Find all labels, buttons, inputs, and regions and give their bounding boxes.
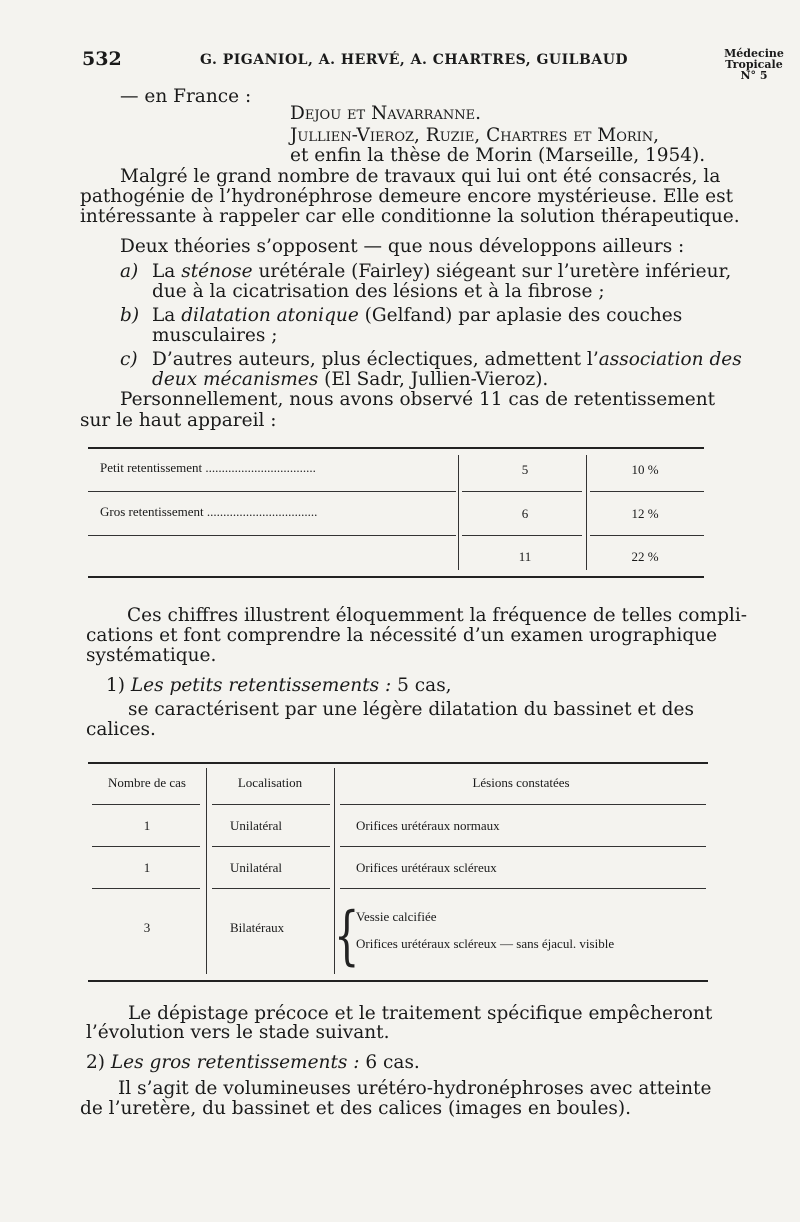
table-row — [100, 504, 317, 520]
theory-c-line-2 — [152, 370, 548, 390]
header-localisation: Localisation — [237, 775, 303, 790]
row1-cases: 1 — [143, 818, 151, 833]
theory-c-post: (El Sadr, Jullien-Vieroz). — [318, 369, 549, 390]
theory-b-line-1 — [152, 306, 682, 326]
reference-2: Jullien-Vieroz, Ruzie, Chartres et Morin, — [290, 125, 660, 146]
row3-brace-icon: { — [334, 899, 360, 973]
theory-b-emphasis: dilatation atonique — [181, 305, 359, 326]
table-row — [100, 460, 316, 476]
header-lesions: Lésions constatées — [472, 775, 570, 790]
table1-top-rule — [88, 447, 704, 449]
gros-desc-line-1: Il s’agit de volumineuses urétéro-hydronéphroses avec atteinte — [118, 1078, 712, 1099]
theory-a-line-1 — [152, 262, 731, 282]
row3-localisation: Bilatéraux — [230, 920, 285, 935]
table2-row1-rule-a — [92, 846, 200, 847]
table1-row-rule-1 — [88, 491, 456, 492]
table2-row1-rule-c — [340, 846, 706, 847]
table2-bottom-rule — [88, 980, 708, 982]
chiffres-line-2: cations et font comprendre la nécessité d’un examen urographique — [86, 625, 718, 646]
gros-desc-line-2: de l’uretère, du bassinet et des calices (images en boules). — [80, 1098, 632, 1119]
depistage-line-2: l’évolution vers le stade suivant. — [86, 1022, 390, 1043]
reference-1: Dejou et Navarranne. — [290, 103, 481, 124]
table1-row-rule-2b — [462, 535, 582, 536]
table2-row2-rule-b — [212, 888, 330, 889]
header-cases: Nombre de cas — [108, 775, 186, 790]
row-leader-dots: .................................. — [206, 504, 318, 519]
depistage-line-1: Le dépistage précoce et le traitement spécifique empêcheront — [128, 1003, 713, 1024]
table2-top-rule — [88, 762, 708, 764]
row2-cases: 1 — [143, 860, 151, 875]
chiffres-line-1: Ces chiffres illustrent éloquemment la fréquence de telles compli- — [127, 605, 748, 626]
theory-c-marker: c) — [120, 349, 138, 370]
journal-name-line1: Médecine — [724, 47, 784, 60]
theory-a-line-2: due à la cicatrisation des lésions et à la fibrose ; — [152, 281, 605, 302]
row-leader-dots: .................................. — [205, 460, 316, 475]
theory-a-post: urétérale (Fairley) siégeant sur l’uretère inférieur, — [252, 261, 732, 282]
row-percent: 12 % — [631, 506, 659, 521]
table1-row-rule-1b — [462, 491, 582, 492]
page-number: 532 — [82, 48, 122, 70]
chiffres-line-3: systématique. — [86, 645, 217, 666]
gros-count: 6 cas. — [359, 1052, 420, 1073]
row2-localisation: Unilatéral — [230, 860, 282, 875]
table1-divider-2 — [586, 455, 587, 570]
table1-bottom-rule — [88, 576, 704, 578]
personal-line-1: Personnellement, nous avons observé 11 cas de retentissement — [120, 389, 716, 410]
table2-header-rule-b — [212, 804, 330, 805]
row-count: 5 — [521, 462, 529, 477]
personal-line-2: sur le haut appareil : — [80, 410, 277, 431]
table2-header-rule-a — [92, 804, 200, 805]
table1-divider-1 — [458, 455, 459, 570]
gros-emphasis: Les gros retentissements : — [110, 1052, 360, 1073]
table2-row2-rule-a — [92, 888, 200, 889]
petits-heading — [106, 676, 452, 696]
table1-row-rule-2 — [88, 535, 456, 536]
reference-3: et enfin la thèse de Morin (Marseille, 1954). — [290, 145, 706, 166]
petits-emphasis: Les petits retentissements : — [130, 675, 392, 696]
row3-cases: 3 — [143, 920, 151, 935]
table2-divider-1 — [206, 768, 207, 974]
journal-mark — [716, 48, 792, 81]
row-total-percent: 22 % — [631, 549, 659, 564]
theory-a-emphasis: sténose — [181, 261, 253, 282]
table1-row-rule-2c — [590, 535, 704, 536]
row-total-count: 11 — [518, 549, 532, 564]
row-label: Petit retentissement — [100, 460, 203, 475]
gros-heading — [86, 1053, 420, 1073]
paragraph-1-line-3: intéressante à rappeler car elle conditionne la solution thérapeutique. — [80, 206, 740, 227]
theory-b-pre: La — [152, 305, 182, 326]
row3-lesion-1: Vessie calcifiée — [356, 909, 437, 924]
theory-c-line-1 — [152, 350, 742, 370]
row2-lesion: Orifices urétéraux scléreux — [356, 860, 497, 875]
table1-row-rule-1c — [590, 491, 704, 492]
theory-b-line-2: musculaires ; — [152, 325, 278, 346]
france-label: — en France : — [120, 86, 252, 107]
theories-intro: Deux théories s’opposent — que nous développons ailleurs : — [120, 236, 685, 257]
journal-name-line2: Tropicale — [725, 58, 783, 71]
table2-row1-rule-b — [212, 846, 330, 847]
theory-c-emphasis: association des — [598, 349, 742, 370]
theory-b-marker: b) — [120, 305, 140, 326]
row-label: Gros retentissement — [100, 504, 204, 519]
petits-number: 1) — [106, 675, 131, 696]
journal-issue: N° 5 — [740, 69, 768, 82]
petits-desc-line-2: calices. — [86, 719, 156, 740]
table2-header-rule-c — [340, 804, 706, 805]
row-percent: 10 % — [631, 462, 659, 477]
row3-lesion-2: Orifices urétéraux scléreux — sans éjacul. visible — [356, 936, 615, 951]
theory-b-post: (Gelfand) par aplasie des couches — [358, 305, 683, 326]
theory-c-emphasis-2: deux mécanismes — [152, 369, 319, 390]
table2-row2-rule-c — [340, 888, 706, 889]
theory-a-pre: La — [152, 261, 182, 282]
paragraph-1-line-2: pathogénie de l’hydronéphrose demeure encore mystérieuse. Elle est — [80, 186, 734, 207]
paragraph-1-line-1: Malgré le grand nombre de travaux qui lui ont été consacrés, la — [120, 166, 721, 187]
row1-lesion: Orifices urétéraux normaux — [356, 818, 500, 833]
gros-number: 2) — [86, 1052, 111, 1073]
petits-desc-line-1: se caractérisent par une légère dilatation du bassinet et des — [128, 699, 694, 720]
row1-localisation: Unilatéral — [230, 818, 282, 833]
running-head-authors: G. PIGANIOL, A. HERVÉ, A. CHARTRES, GUILBAUD — [200, 52, 629, 68]
theory-a-marker: a) — [120, 261, 139, 282]
petits-count: 5 cas, — [391, 675, 452, 696]
theory-c-pre: D’autres auteurs, plus éclectiques, admettent l’ — [152, 349, 599, 370]
row-count: 6 — [521, 506, 529, 521]
